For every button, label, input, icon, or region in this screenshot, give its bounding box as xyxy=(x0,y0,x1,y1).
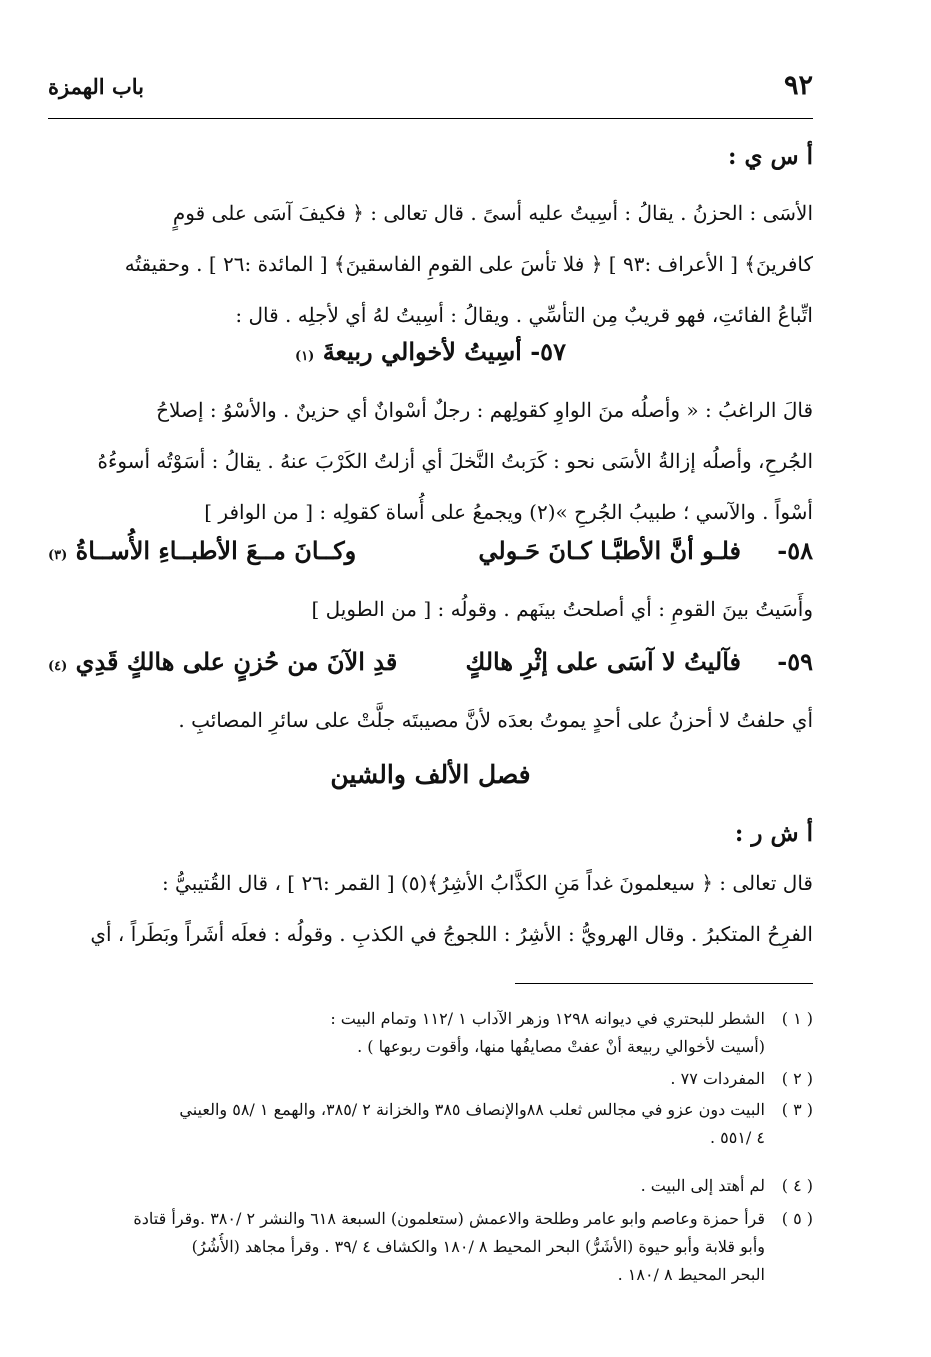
footnote-line: ٤ /٥٥١ . xyxy=(709,1128,765,1147)
footnote-number: ( ١ ) xyxy=(781,1009,813,1028)
book-page xyxy=(48,60,813,1284)
footnote-line: الشطر للبحتري في ديوانه ١٢٩٨ وزهر الآداب ١ /١١٢ وتمام البيت : xyxy=(330,1009,765,1028)
entry-paragraph xyxy=(48,584,813,635)
footnote-line: المفردات ٧٧ . xyxy=(670,1069,765,1088)
running-header xyxy=(48,60,813,114)
chapter-title: باب الهمزة xyxy=(48,74,144,99)
text-line: قالَ الراغبُ : « وأصلُه منَ الواوِ كقولِهم : رجلٌ أسْوانٌ أي حزينٌ . والأسْوُ : إصلاحُ xyxy=(156,398,813,422)
verse-text: وكــانَ مــعَ الأطبــاءِ الأُســاةُ xyxy=(75,536,357,565)
entry-paragraph xyxy=(48,695,813,746)
footnote-marker: (٣) xyxy=(48,548,68,563)
footnote-line: لم أهتد إلى البيت . xyxy=(640,1176,765,1195)
footnote-2 xyxy=(48,1065,813,1093)
entry-paragraph xyxy=(48,858,813,960)
footnote-rule xyxy=(515,983,813,984)
footnote-marker: (١) xyxy=(295,349,315,364)
footnote-marker: (٤) xyxy=(48,659,68,674)
text-line: الأسَى : الحزنُ . يقالُ : أسِيتُ عليه أسىً . قال تعالى : ﴿ فكيفَ آسَى على قومٍ xyxy=(172,201,813,225)
verse-text: ٥٧- أسِيتُ لأخوالي ربيعةَ xyxy=(322,337,566,366)
section-title: فصل الألف والشين xyxy=(330,760,531,789)
text-line: وأَسَيتُ بينَ القومِ : أي أصلحتُ بينَهم . وقولُه : [ من الطويل ] xyxy=(311,597,813,621)
footnote-4 xyxy=(48,1172,813,1200)
verse-second-hemistich xyxy=(48,536,356,565)
verse-text: قدِ الآنَ من حُزنٍ على هالكٍ قَدِي xyxy=(75,647,398,676)
footnote-line: وأبو قلابة وأبو حيوة (الأشَرُّ) البحر المحيط ٨ /١٨٠ والكشاف ٤ /٣٩ . وقرأ مجاهد (الأُشُرُ) xyxy=(191,1237,765,1256)
verse-58 xyxy=(48,536,813,576)
footnote-number: ( ٢ ) xyxy=(781,1069,813,1088)
header-rule xyxy=(48,118,813,119)
footnote-number: ( ٥ ) xyxy=(781,1209,813,1228)
footnote-number: ( ٤ ) xyxy=(781,1176,813,1195)
verse-number: ٥٩- xyxy=(777,647,813,676)
verse-59 xyxy=(48,647,813,687)
entry-paragraph xyxy=(48,188,813,341)
page-number: ٩٢ xyxy=(783,70,813,101)
footnote-3 xyxy=(48,1096,813,1152)
text-line: اتِّباعُ الفائتِ، فهو قريبٌ مِن التأسِّي . ويقالُ : أسِيتُ لهُ أي لأجلِه . قال : xyxy=(235,303,813,327)
text-line: الجُرحِ، وأصلُه إزالةُ الأسَى نحو : كَرَبتُ النَّخلَ أي أزلتُ الكَرْبَ عنهُ . يقالُ : أسَوْتُه أسوءُهُ xyxy=(97,449,813,473)
entry-paragraph xyxy=(48,385,813,538)
footnote-number: ( ٣ ) xyxy=(781,1100,813,1119)
verse-number: ٥٨- xyxy=(777,536,813,565)
footnote-line: قرأ حمزة وعاصم وابو عامر وطلحة والاعمش (ستعلمون) السبعة ٦١٨ والنشر ٢ /٣٨٠ .وقرأ قتادة xyxy=(133,1209,765,1228)
text-line: قال تعالى : ﴿ سيعلمونَ غداً مَنِ الكذَّابُ الأشِرُ﴾(٥) [ القمر :٢٦ ] ، قال القُتيبيُّ : xyxy=(161,871,813,895)
footnote-line: (أسيت لأخوالي ربيعة أنْ عفتْ مصايفُها منها، وأقوت ربوعها ) . xyxy=(357,1037,765,1056)
footnote-line: البيت دون عزو في مجالس ثعلب ٨٨والإنصاف ٣٨٥ والخزانة ٢ /٣٨٥، والهمع ١ /٥٨ والعيني xyxy=(179,1100,765,1119)
verse-57 xyxy=(48,337,813,366)
text-line: كافرينَ﴾ [ الأعراف :٩٣ ] ﴿ فلا تأسَ على القومِ الفاسقينَ﴾ [ المائدة :٢٦ ] . وحقيقتُه xyxy=(124,252,813,276)
verse-first-hemistich: فآليتُ لا آسَى على إثْرِ هالكٍ xyxy=(465,647,741,676)
text-line: أسْواً . والآسي ؛ طبيبُ الجُرحِ »(٢) ويجمعُ على أُساة كقولِه : [ من الوافر ] xyxy=(204,500,813,524)
footnote-line: البحر المحيط ٨ /١٨٠ . xyxy=(617,1265,765,1284)
footnote-1 xyxy=(48,1005,813,1061)
verse-second-hemistich xyxy=(48,647,397,676)
footnote-5 xyxy=(48,1205,813,1289)
entry-heading: أ س ي : xyxy=(728,143,813,170)
text-line: الفرِحُ المتكبرُ . وقال الهرويُّ : الأشِرُ : اللجوجُ في الكذبِ . وقولُه : فعلَه أشَراً وبَطَراً ، أي xyxy=(90,922,813,946)
text-line: أي حلفتُ لا أحزنُ على أحدٍ يموتُ بعدَه لأنَّ مصيبتَه جلَّتْ على سائرِ المصائبِ . xyxy=(178,708,813,732)
verse-first-hemistich: فلـو أنَّ الأطبَّـا كـانَ حَـولي xyxy=(478,536,741,565)
entry-heading: أ ش ر : xyxy=(734,820,813,847)
